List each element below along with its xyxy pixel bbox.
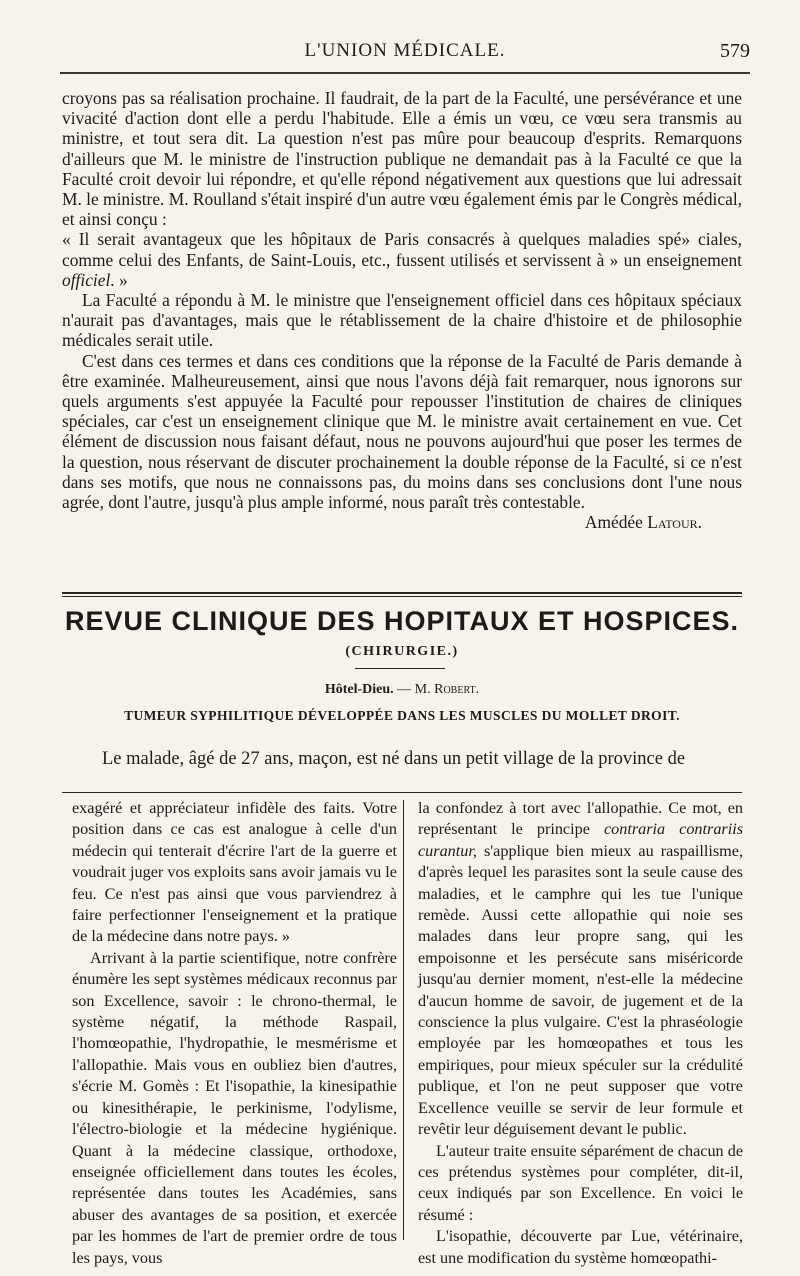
column-paragraph: L'auteur traite ensuite séparément de chacun de ces prétendus systèmes pour compléter, dit-il, ceux indiqués par son Excellence. En voici le résumé : xyxy=(418,1141,743,1224)
hospital-line xyxy=(62,682,742,698)
quote-emphasis: officiel xyxy=(62,269,111,290)
running-title: L'UNION MÉDICALE. xyxy=(304,40,506,61)
column-divider xyxy=(403,800,404,1240)
column-paragraph: exagéré et appréciateur infidèle des faits. Votre position dans ce cas est analogue à celle d'un médecin qui tenterait d'écrire l'art de la guerre et voudrait juger vos exploits sans avoir jamais vu le feu. Ce n'est pas ainsi que vous parviendrez à faire perfectionner l'enseignement et la pratique de la médecine dans notre pays. » xyxy=(72,799,397,946)
section-title: REVUE CLINIQUE DES HOPITAUX ET HOSPICES. xyxy=(64,606,740,636)
column-paragraph: L'isopathie, découverte par Lue, vétérinaire, est une modification du système homœopathi- xyxy=(418,1227,743,1267)
case-opening-line: Le malade, âgé de 27 ans, maçon, est né dans un petit village de la province de xyxy=(102,749,686,769)
header-rule xyxy=(60,72,750,74)
paragraph-text: la confondez à tort avec l'allopathie. Ce mot, en représentant le principe xyxy=(418,799,743,839)
latin-phrase: contraria contrariis curantur, xyxy=(418,820,744,860)
hospital-name: Hôtel-Dieu. xyxy=(324,682,394,697)
column-paragraph: Arrivant à la partie scientifique, notre confrère énumère les sept systèmes médicaux reconnus par son Excellence, savoir : le chrono-thermal, le système négatif, la méthode Raspail, l'homœopathie, l'hydropathie, le mesmérisme et l'allopathie. Mais vous en oubliez bien d'autres, s'écrie M. Gomès : Et l'isopathie, la kinesipathie ou kinesithérapie, le perkinisme, l'odylisme, l'électro-biologie et la médecine hygiénique. Quant à la médecine classique, orthodoxe, enseignée officiellement dans toutes les écoles, représentée dans toutes les Académies, sans abuser des avantages de sa position, et exercée par les hommes de l'art de premier ordre de tous les pays, vous xyxy=(72,948,397,1267)
dash-doctor: — M. xyxy=(397,682,431,697)
doctor-name: Robert. xyxy=(434,682,480,697)
author-signature xyxy=(62,512,742,532)
article-paragraph: C'est dans ces termes et dans ces conditions que la réponse de la Faculté de Paris demande à être examinée. Malheureusement, ainsi que nous l'avons déjà fait remarquer, nous ignorons sur quels arguments s'est appuyée la Faculté pour repousser l'institution de chaires de cliniques spéciales, car c'est un enseignement clinique que M. le ministre avait certainement en vue. Cet élément de discussion nous faisant défaut, nous ne pouvons aujourd'hui que poser les termes de la question, nous réservant de discuter prochainement la double réponse de la Faculté, si ce n'est dans ses motifs, que nous ne connaissons pas, du moins dans ses conclusions dont l'une nous agrée, dont l'autre, jusqu'à plus ample informé, nous paraît très contestable. xyxy=(62,350,742,513)
section-separator xyxy=(62,592,742,597)
article-paragraph: croyons pas sa réalisation prochaine. Il faudrait, de la part de la Faculté, une persévérance et une vivacité d'action dont elle a perdu l'habitude. Elle a émis un vœu, ce vœu sera transmis au ministre, et tout sera dit. La question n'est pas mûre pour beaucoup d'esprits. Remarquons d'ailleurs que M. le ministre de l'instruction publique ne demandait pas à la Faculté ce que la Faculté croit devoir lui répondre, et qu'elle répond négativement aux questions que lui adressait M. le ministre. M. Roulland s'était inspiré d'un autre vœu également émis par le Congrès médical, et ainsi conçu : xyxy=(62,88,742,230)
right-column xyxy=(418,798,743,1269)
left-column xyxy=(72,798,397,1269)
paragraph-text: s'applique bien mieux au raspaillisme, d'après lequel les parasites sont la seule cause des maladies, et le camphre qui les tue l'unique remède. Aussi cette allopathie qui noie ses malades dans leur propre sang, qui les empoisonne et les persécute sans miséricorde jusqu'au dernier moment, n'est-elle la médecine d'aucun homme de savoir, de jugement et de la conscience la plus vulgaire. C'est la phraséologie employée par les homœopathes et tous les empiriques, pour mieux spéculer sur la crédulité publique, et l'on ne peut supposer que votre Excellence veuille se servir de leur formule et revêtir leur déguisement devant le public. xyxy=(418,841,743,1139)
case-title: TUMEUR SYPHILITIQUE DÉVELOPPÉE DANS LES MUSCLES DU MOLLET DROIT. xyxy=(124,708,680,723)
page-number: 579 xyxy=(720,40,750,62)
quote-text: « Il serait avantageux que les hôpitaux de Paris consacrés à quelques maladies spé» ciales, comme celui des Enfants, de Saint-Louis, etc., fussent utilisés et servissent à » un enseignement xyxy=(62,229,742,270)
article-paragraph: La Faculté a répondu à M. le ministre que l'enseignement officiel dans ces hôpitaux spéciaux n'aurait pas d'avantages, mais que le rétablissement de la chaire d'histoire et de philosophie médicales serait utile. xyxy=(62,290,742,351)
subtitle-rule xyxy=(355,668,445,669)
signature-first-name: Amédée xyxy=(584,512,643,533)
signature-last-name: Latour. xyxy=(647,512,702,533)
quote-end: . » xyxy=(110,269,128,290)
article-body xyxy=(62,88,742,532)
columns-top-rule xyxy=(62,792,742,793)
article-quote xyxy=(62,229,742,290)
column-paragraph xyxy=(418,798,743,1141)
running-head xyxy=(60,40,750,68)
section-subtitle: (CHIRURGIE.) xyxy=(345,644,459,659)
